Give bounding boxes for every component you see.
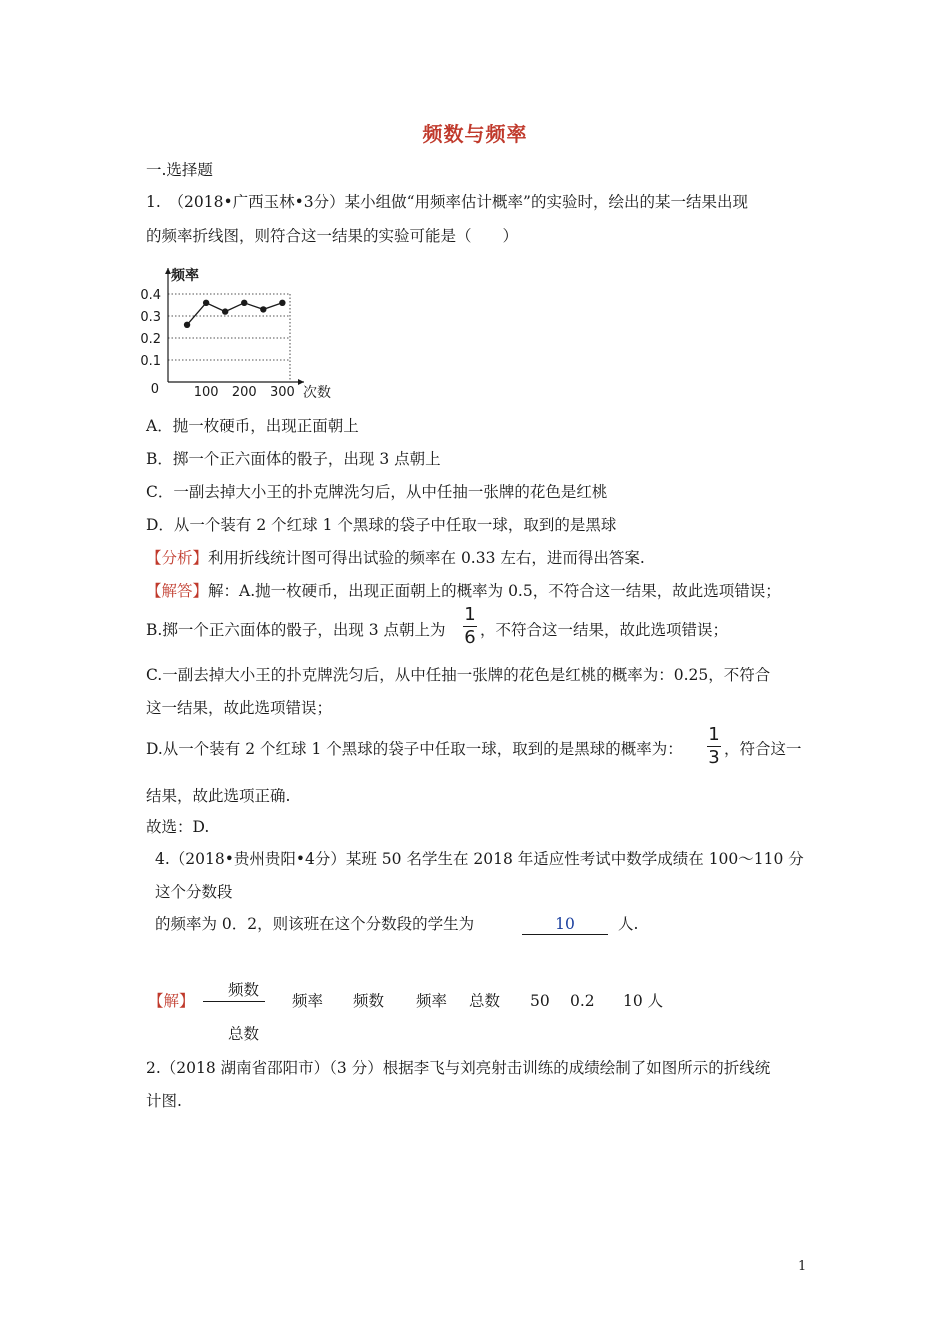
q4-solution-tag: 【解】 <box>148 992 195 1010</box>
q4-solution-denominator: 总数 <box>228 1025 260 1043</box>
data-point <box>279 300 285 306</box>
y-tick-label: 0.2 <box>140 332 161 347</box>
q1-option-c: C．一副去掉大小王的扑克牌洗匀后，从中任抽一张牌的花色是红桃 <box>146 483 608 501</box>
data-point <box>203 300 209 306</box>
q4-solution-term: 频率 <box>416 992 448 1010</box>
q4-line2: 这个分数段 <box>155 883 233 901</box>
q2-line2: 计图. <box>146 1092 182 1110</box>
q1-stem-line1: 1. （2018•广西玉林•3分）某小组做“用频率估计概率”的实验时，绘出的某一结果出现 <box>146 193 748 211</box>
section-heading: 一.选择题 <box>146 161 213 179</box>
q2-line1: 2.（2018 湖南省邵阳市）（3 分）根据李飞与刘亮射击训练的成绩绘制了如图所示的折线统 <box>146 1059 771 1077</box>
data-point <box>222 308 228 314</box>
y-axis-label: 频率 <box>171 268 199 284</box>
q1-answer-c-line1: C.一副去掉大小王的扑克牌洗匀后，从中任抽一张牌的花色是红桃的概率为：0.25，不符合 <box>146 666 771 684</box>
q4-line3: 的频率为 0．2，则该班在这个分数段的学生为 <box>155 915 475 933</box>
y-tick-label: 0.4 <box>140 288 161 303</box>
q1-answer-a <box>146 581 781 601</box>
series-line <box>187 303 282 325</box>
q4-solution-term: 50 <box>530 992 550 1010</box>
fraction-one-third <box>707 726 721 767</box>
x-axis-label: 次数 <box>303 385 331 401</box>
q1-answer-d-post: ，符合这一 <box>724 740 802 758</box>
answer-a-text: 解：A.抛一枚硬币，出现正面朝上的概率为 0.5，不符合这一结果，故此选项错误； <box>208 582 781 600</box>
data-point <box>184 322 190 328</box>
fraction-one-sixth <box>463 606 477 647</box>
q1-analysis <box>146 548 645 568</box>
q4-solution-numerator: 频数 <box>228 981 260 999</box>
fraction-denominator: 3 <box>708 747 720 768</box>
q1-final: 故选：D. <box>146 818 210 836</box>
page-title: 频数与频率 <box>422 122 528 146</box>
q1-option-b: B．掷一个正六面体的骰子，出现 3 点朝上 <box>146 450 441 468</box>
q1-answer-d-line2: 结果，故此选项正确. <box>146 787 291 805</box>
q4-solution-term: 总数 <box>469 992 501 1010</box>
q4-after-blank: 人. <box>618 915 639 933</box>
q4-solution-fraction-bar <box>203 1001 265 1002</box>
q1-answer-b-pre: B.掷一个正六面体的骰子，出现 3 点朝上为 <box>146 621 446 639</box>
q1-answer-b-post: ，不符合这一结果，故此选项错误； <box>480 621 729 639</box>
q4-answer-blank: 10 <box>522 914 608 935</box>
fraction-numerator: 1 <box>708 724 720 745</box>
q4-line1: 4.（2018•贵州贵阳•4分）某班 50 名学生在 2018 年适应性考试中数学成绩在 100～110 分 <box>155 850 804 868</box>
q1-option-a: A．抛一枚硬币，出现正面朝上 <box>146 417 359 435</box>
q4-solution-term: 频率 <box>292 992 324 1010</box>
y-tick-label: 0 <box>150 382 159 397</box>
analysis-text: 利用折线统计图可得出试验的频率在 0.33 左右，进而得出答案. <box>208 549 645 567</box>
x-tick-label: 300 <box>269 385 295 400</box>
fraction-denominator: 6 <box>464 627 476 648</box>
y-tick-label: 0.3 <box>140 310 161 325</box>
page-number: 1 <box>798 1259 807 1274</box>
q1-stem-line2: 的频率折线图，则符合这一结果的实验可能是（ ） <box>146 227 519 245</box>
q4-solution-term: 10 人 <box>623 992 664 1010</box>
x-tick-label: 100 <box>193 385 219 400</box>
q1-answer-c-line2: 这一结果，故此选项错误； <box>146 699 333 717</box>
answer-tag: 【解答】 <box>146 582 209 600</box>
x-tick-label: 200 <box>231 385 257 400</box>
frequency-line-chart <box>140 252 331 410</box>
q4-solution-term: 0.2 <box>570 992 595 1010</box>
data-point <box>260 306 266 312</box>
fraction-numerator: 1 <box>464 604 476 625</box>
q1-answer-d-pre: D.从一个装有 2 个红球 1 个黑球的袋子中任取一球，取到的是黑球的概率为： <box>146 740 683 758</box>
q4-solution-term: 频数 <box>353 992 385 1010</box>
data-point <box>241 300 247 306</box>
q1-option-d: D．从一个装有 2 个红球 1 个黑球的袋子中任取一球，取到的是黑球 <box>146 516 617 534</box>
analysis-tag: 【分析】 <box>146 549 209 567</box>
chart-svg <box>140 252 331 410</box>
y-tick-label: 0.1 <box>140 354 161 369</box>
